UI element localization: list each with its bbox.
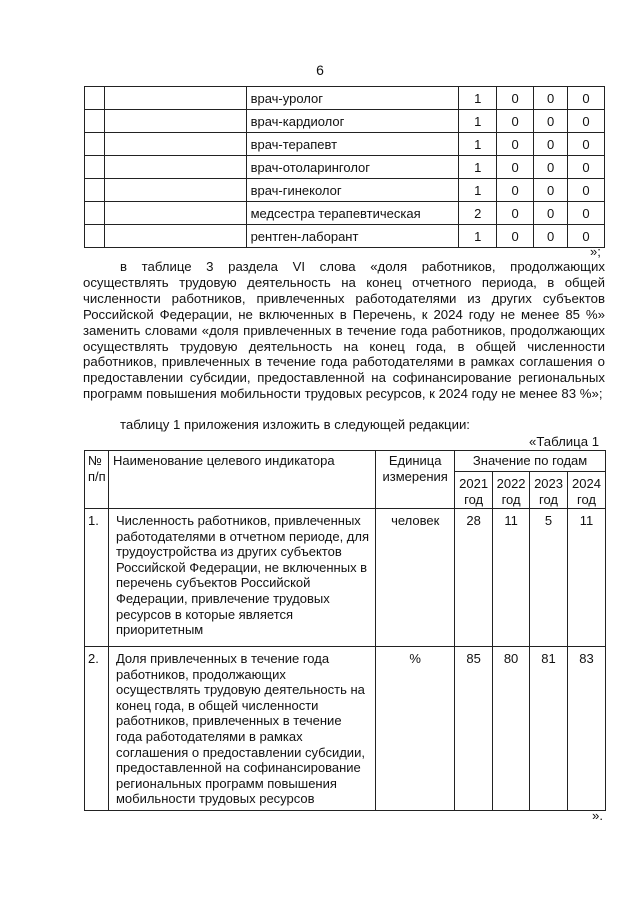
table-row	[85, 509, 606, 647]
specialist-name: врач-уролог	[246, 87, 459, 110]
table-end-quote: ».	[592, 808, 603, 823]
value-cell: 28	[455, 509, 493, 647]
year-header: 2021 год	[455, 472, 493, 509]
amendment-paragraph: в таблице 3 раздела VI слова «доля работников, продолжающих осуществлять трудовую деятельность на конец отчетного периода, в общей численности работников, привлеченных работодателями из других субъектов Российской Федерации, не включенных в Перечень, к 2024 году не менее 85 %» заменить словами «доля привлеченных в течение года работников, продолжающих осуществлять трудовую деятельность на конец года, в общей численности работников, привлеченных в течение года работодателями в рамках соглашения о предоставлении субсидии, предоставленной на софинансирование региональных программ повышения мобильности трудовых ресурсов, к 2024 году не менее 83 %»;	[83, 259, 605, 402]
value-cell: 5	[530, 509, 568, 647]
value-cell: 83	[568, 647, 606, 811]
value-cell: 1	[459, 110, 497, 133]
header-values: Значение по годам	[455, 451, 606, 472]
staff-table	[84, 86, 605, 248]
value-cell: 0	[497, 179, 534, 202]
indicator-name: Численность работников, привлеченных работодателями в отчетном периоде, для трудоустройства из других субъектов Российской Федерации, не включенных в перечень субъектов Российской Федерации, привлечение трудовых ресурсов в которые является приоритетным	[108, 509, 375, 647]
value-cell: 0	[534, 202, 568, 225]
table-row	[85, 87, 605, 110]
value-cell: 11	[493, 509, 530, 647]
table-row	[85, 156, 605, 179]
table-row	[85, 133, 605, 156]
value-cell: 0	[568, 179, 605, 202]
value-cell: 0	[497, 202, 534, 225]
value-cell: 0	[534, 133, 568, 156]
table-row	[85, 202, 605, 225]
header-num: № п/п	[85, 451, 109, 509]
table-row	[85, 179, 605, 202]
value-cell: 0	[497, 156, 534, 179]
specialist-name: врач-терапевт	[246, 133, 459, 156]
value-cell: 1	[459, 87, 497, 110]
empty-cell	[104, 87, 246, 110]
header-name: Наименование целевого индикатора	[108, 451, 375, 509]
empty-cell	[104, 225, 246, 248]
value-cell: 1	[459, 225, 497, 248]
value-cell: 0	[568, 110, 605, 133]
row-number: 2.	[85, 647, 109, 811]
page-number: 6	[316, 62, 324, 78]
year-header: 2024 год	[568, 472, 606, 509]
specialist-name: врач-кардиолог	[246, 110, 459, 133]
year-header: 2022 год	[493, 472, 530, 509]
unit-cell: %	[376, 647, 455, 811]
value-cell: 0	[534, 225, 568, 248]
table-row	[85, 110, 605, 133]
value-cell: 0	[497, 110, 534, 133]
empty-cell	[85, 156, 105, 179]
specialist-name: врач-гинеколог	[246, 179, 459, 202]
specialist-name: рентген-лаборант	[246, 225, 459, 248]
value-cell: 0	[497, 133, 534, 156]
indicator-name: Доля привлеченных в течение года работников, продолжающих осуществлять трудовую деятельность на конец года, в общей численности работников, привлеченных в течение года работодателями в рамках соглашения о предоставлении субсидии, предоставленной на софинансирование региональных программ повышения мобильности трудовых ресурсов	[108, 647, 375, 811]
value-cell: 0	[497, 87, 534, 110]
specialist-name: врач-отоларинголог	[246, 156, 459, 179]
table-row	[85, 647, 606, 811]
empty-cell	[104, 179, 246, 202]
empty-cell	[85, 87, 105, 110]
header-unit: Единица измерения	[376, 451, 455, 509]
empty-cell	[104, 202, 246, 225]
value-cell: 81	[530, 647, 568, 811]
table-row	[85, 225, 605, 248]
value-cell: 0	[534, 87, 568, 110]
value-cell: 0	[568, 156, 605, 179]
value-cell: 11	[568, 509, 606, 647]
instruction-paragraph: таблицу 1 приложения изложить в следующей редакции:	[120, 417, 470, 432]
value-cell: 80	[493, 647, 530, 811]
table-caption: «Таблица 1	[529, 434, 600, 449]
row-number: 1.	[85, 509, 109, 647]
value-cell: 0	[568, 133, 605, 156]
empty-cell	[85, 179, 105, 202]
specialist-name: медсестра терапевтическая	[246, 202, 459, 225]
empty-cell	[85, 110, 105, 133]
value-cell: 0	[534, 179, 568, 202]
value-cell: 1	[459, 156, 497, 179]
empty-cell	[104, 133, 246, 156]
value-cell: 1	[459, 179, 497, 202]
value-cell: 0	[568, 202, 605, 225]
value-cell: 85	[455, 647, 493, 811]
value-cell: 1	[459, 133, 497, 156]
year-header: 2023 год	[530, 472, 568, 509]
empty-cell	[85, 202, 105, 225]
empty-cell	[85, 225, 105, 248]
indicator-table	[84, 450, 606, 811]
value-cell: 0	[568, 225, 605, 248]
value-cell: 0	[534, 156, 568, 179]
value-cell: 2	[459, 202, 497, 225]
value-cell: 0	[497, 225, 534, 248]
empty-cell	[104, 110, 246, 133]
unit-cell: человек	[376, 509, 455, 647]
value-cell: 0	[534, 110, 568, 133]
value-cell: 0	[568, 87, 605, 110]
empty-cell	[85, 133, 105, 156]
table-close-quote: »;	[590, 244, 601, 259]
empty-cell	[104, 156, 246, 179]
